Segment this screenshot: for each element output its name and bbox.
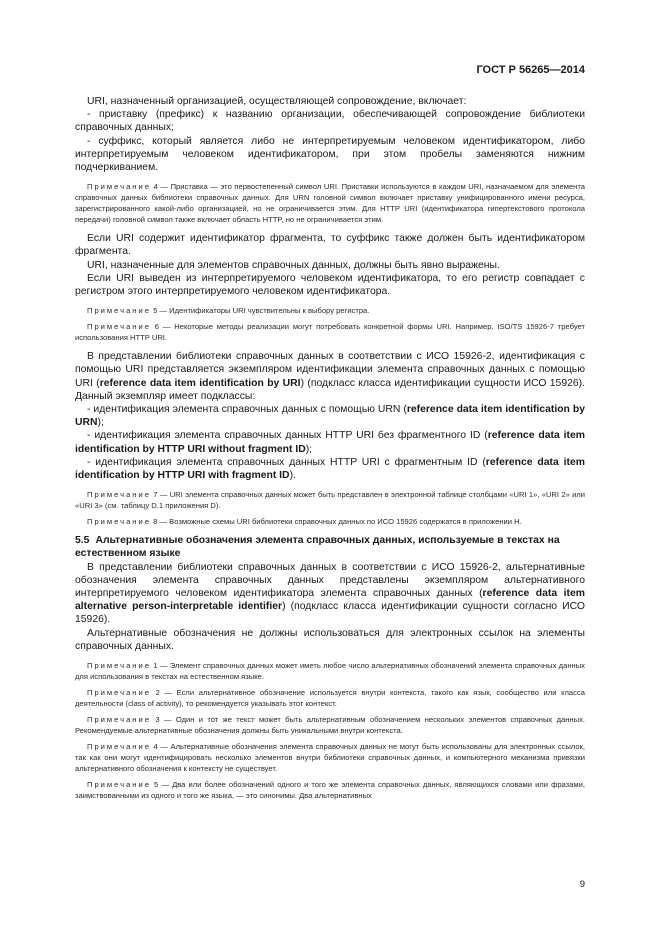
note-text: Возможные схемы URI библиотеки справочных данных по ИСО 15926 содержатся в приложении H. [169,517,522,527]
body-paragraph: Альтернативные обозначения не должны использоваться для электронных ссылок на элементы справочных данных. [75,627,585,652]
body-paragraph [75,429,585,455]
text-run: ) (подкласс класса идентификации сущности ИСО 15926). Данный экземпляр имеет подклассы: [75,377,586,402]
note-label: Примечание [87,780,151,790]
body-paragraph: - приставку (префикс) к названию организации, обеспечивающей сопровождение библиотеки справочных данных; [75,109,585,134]
note-number: 6 [154,322,160,332]
note-text: Альтернативные обозначения элемента справочных данных не могут быть использованы для электронных ссылок, так как они могут идентифицировать несколько элементов внутри библиотеки справочных данных, и компьютерного механизма привязки альтернативного обозначения к контексту не существует. [75,742,585,774]
page-number: 9 [579,879,585,890]
note-number: 1 [153,661,158,671]
note-paragraph: Примечание 4 — Альтернативные обозначения элемента справочных данных не могут быть использованы для электронных ссылок, так как они могут идентифицировать несколько элементов внутри библиотеки справочных данных, и компьютерного механизма привязки альтернативного обозначения к контексту не существует. [75,742,585,774]
note-paragraph: Примечание 2 — Если альтернативное обозначение используется внутри контекста, такого как язык, сообщество или класса деятельности (class of activity), то рекомендуется указывать этот контекст. [75,688,585,709]
note-text: Два или более обозначений одного и того же элемента справочных данных, являющихся словами или фразами, заимствованными из одного и того же языка, — это синонимы. Два альтернативных [75,780,585,801]
term-english: reference data item identification by HTTP URI without fragment ID [75,430,585,455]
note-paragraph: Примечание 3 — Один и тот же текст может быть альтернативным обозначением нескольких элементов справочных данных. Рекомендуемые альтернативные обозначения должны быть уникальными внутри контекста. [75,715,585,736]
body-paragraph: URI, назначенные для элементов справочных данных, должны быть явно выражены. [87,259,500,271]
note-paragraph: Примечание 1 — Элемент справочных данных может иметь любое число альтернативных обозначений элемента справочных данных для использования в текстах на естественном языке. [75,661,585,682]
body-paragraph: - суффикс, который является либо не интерпретируемым человеком идентификатором, либо интерпретируемым человеком идентификатором, при этом пробелы заменяются нижним подчеркиванием. [75,135,585,174]
note-paragraph: Примечание 7 — URI элемента справочных данных может быть представлен в электронной таблице столбцами «URI 1», «URI 2» или «URI 3» (см. таблицу D.1 приложения D). [75,490,585,511]
text-run: ); [305,443,313,455]
body-paragraph [75,403,585,429]
note-paragraph: Примечание 6 — Некоторые методы реализации могут потребовать конкретной формы URI. Например, ISO/TS 15926-7 требует использования HTTP URI. [75,322,585,343]
text-run: ); [97,417,104,429]
section-heading [75,534,585,560]
section-number: 5.5 [75,535,90,547]
body-paragraph [75,350,585,403]
note-text: Если альтернативное обозначение используется внутри контекста, такого как язык, сообщество или класса деятельности (class of activity), то рекомендуется указывать этот контекст. [75,688,585,709]
note-text: Приставка — это первостепенный символ URI. Приставки используются в каждом URI, назначаемом для элемента справочных данных библиотеки справочных данных. Для URN головной символ включает приставку унифицированного имени ресурса, зарегистрированного какой-либо организацией, но не ограничивается этим. Для HTTP URI (идентификатора гипертекстового протокола передачи) головной символ также включает область HTTP, но не ограничивается этим. [75,182,585,225]
text-run: ). [289,470,296,482]
note-number: 5 [154,780,159,790]
note-label: Примечание [87,306,151,316]
body-paragraph [75,456,585,482]
body-paragraph: URI, назначенный организацией, осуществляющей сопровождение, включает: [87,96,467,107]
term-english: reference data item identification by HTTP URI with fragment ID [75,456,585,482]
note-paragraph: Примечание 4 — Приставка — это первостепенный символ URI. Приставки используются в каждом URI, назначаемом для элемента справочных данных библиотеки справочных данных. Для URN головной символ включает приставку унифицированного имени ресурса, зарегистрированного какой-либо организацией, но не ограничивается этим. Для HTTP URI (идентификатора гипертекстового протокола передачи) головной символ также включает область HTTP, но не ограничивается этим. [75,182,585,225]
page-content [75,95,585,801]
note-label: Примечание [87,715,151,725]
note-text: Один и тот же текст может быть альтернативным обозначением нескольких элементов справочных данных. Рекомендуемые альтернативные обозначения должны быть уникальными внутри контекста. [75,715,585,736]
note-label: Примечание [87,517,151,527]
text-run: В представлении библиотеки справочных данных в соответствии с ИСО 15926-2, альтернативные обозначения элемента справочных данных представлены экземпляром альтернативного интерпретируемого человеком идентификатора элемента справочных данных ( [75,561,585,600]
note-label: Примечание [87,322,151,332]
note-number: 4 [153,742,158,752]
text-run: В представлении библиотеки справочных данных в соответствии с ИСО 15926-2, идентификация с помощью URI представляется экземпляром идентификации элемента справочных данных с помощью URI ( [75,351,585,389]
note-number: 3 [155,715,160,725]
note-text: Некоторые методы реализации могут потребовать конкретной формы URI. Например, ISO/TS 15926-7 требует использования HTTP URI. [75,322,585,343]
note-paragraph: Примечание 8 — Возможные схемы URI библиотеки справочных данных по ИСО 15926 содержатся в приложении H. [87,517,522,527]
note-text: Элемент справочных данных может иметь любое число альтернативных обозначений элемента справочных данных для использования в текстах на естественном языке. [75,661,585,682]
note-text: Идентификаторы URI чувствительны к выбору регистра. [169,306,370,316]
term-english: reference data item identification by URI [99,377,301,389]
text-run: - идентификация элемента справочных данных HTTP URI без фрагментного ID ( [87,430,488,442]
note-number: 7 [153,490,158,500]
section-title: Альтернативные обозначения элемента справочных данных, используемые в текстах на естественном языке [75,535,560,560]
term-english: reference data item alternative person-interpretable identifier [75,588,585,613]
note-number: 5 [153,306,158,316]
note-label: Примечание [87,742,151,752]
document-id-header: ГОСТ Р 56265—2014 [476,64,585,76]
note-number: 4 [153,182,158,192]
body-paragraph [75,561,585,627]
note-number: 8 [153,517,158,527]
note-label: Примечание [87,688,151,698]
note-number: 2 [155,688,160,698]
note-paragraph: Примечание 5 — Два или более обозначений одного и того же элемента справочных данных, являющихся словами или фразами, заимствованными из одного и того же языка, — это синонимы. Два альтернативных [75,780,585,801]
body-paragraph: Если URI выведен из интерпретируемого человеком идентификатора, то его регистр совпадает с регистром этого интерпретируемого человеком идентификатора. [75,272,585,298]
body-paragraph: Если URI содержит идентификатор фрагмента, то суффикс также должен быть идентификатором фрагмента. [75,233,585,258]
note-paragraph: Примечание 5 — Идентификаторы URI чувствительны к выбору регистра. [87,306,370,316]
note-label: Примечание [87,182,151,192]
term-english: reference data item identification by URN [75,404,585,429]
text-run: - идентификация элемента справочных данных с помощью URN ( [87,404,407,416]
note-label: Примечание [87,661,151,671]
note-text: URI элемента справочных данных может быть представлен в электронной таблице столбцами «URI 1», «URI 2» или «URI 3» (см. таблицу D.1 приложения D). [75,490,585,511]
text-run: ) (подкласс класса идентификации сущности согласно ИСО 15926). [75,601,585,626]
text-run: - идентификация элемента справочных данных HTTP URI с фрагментным ID ( [87,456,486,468]
note-label: Примечание [87,490,151,500]
